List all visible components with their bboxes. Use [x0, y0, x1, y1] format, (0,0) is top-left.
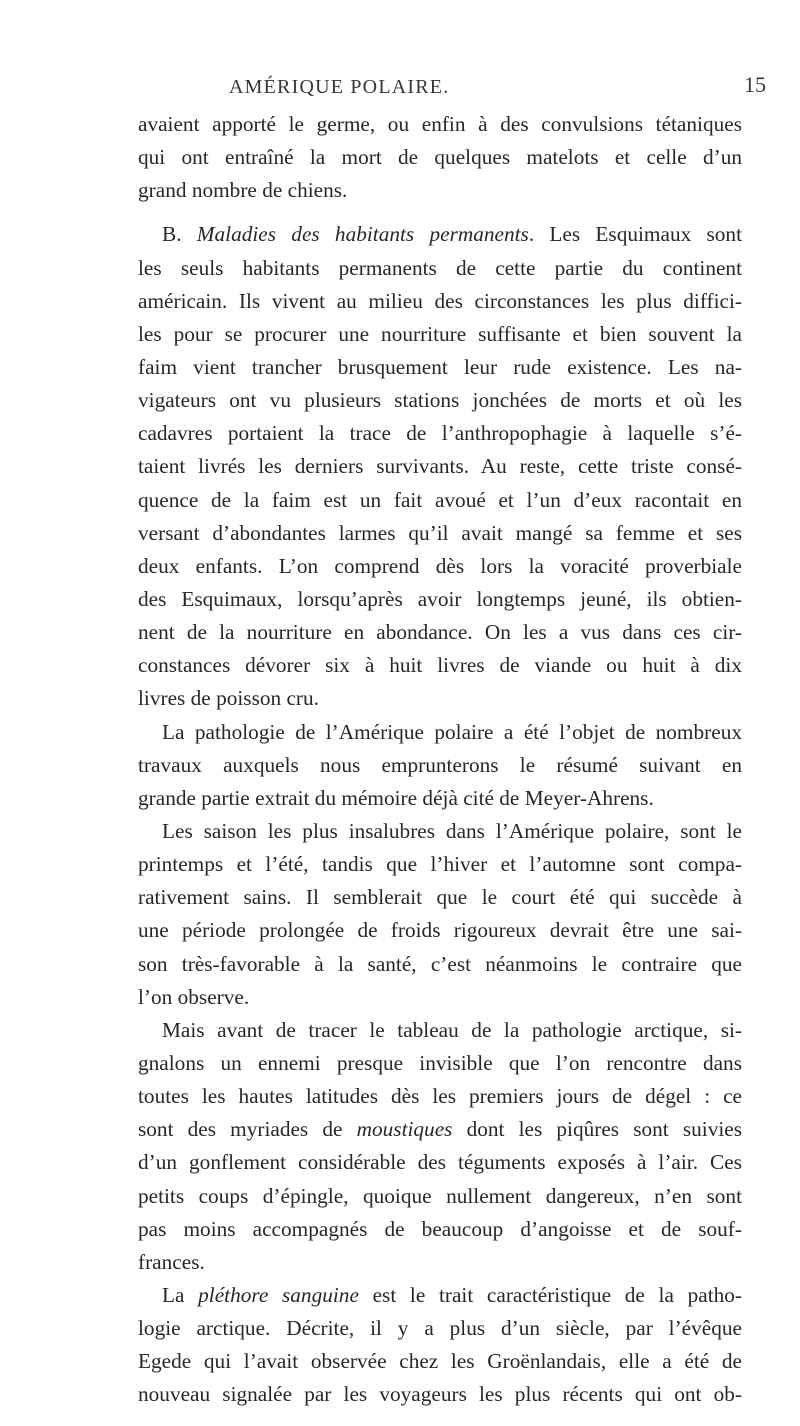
text-line: vigateurs ont vu plusieurs stations jonchées de morts et où les [138, 388, 742, 413]
text-line: avaient apporté le germe, ou enfin à des convulsions tétaniques [138, 112, 742, 136]
section-title: Maladies des habitants permanents [196, 222, 529, 247]
text-line: toutes les hautes latitudes dès les premiers jours de dégel : ce [138, 1084, 742, 1109]
text-line-with-italic [138, 1279, 742, 1312]
text-line: quence de la faim est un fait avoué et l’un d’eux racontait en [138, 487, 742, 512]
text-line: rativement sains. Il semblerait que le court été qui succède à [138, 885, 742, 910]
text-run: est le trait caractéristique de la patho- [358, 1282, 742, 1307]
text-run: La [162, 1282, 199, 1307]
text-line: nouveau signalée par les voyageurs les plus récents qui ont ob- [138, 1382, 742, 1407]
text-line: petits coups d’épingle, quoique nullement dangereux, n’en sont [138, 1183, 742, 1208]
text-line: taient livrés les derniers survivants. Au reste, cette triste consé- [138, 454, 742, 479]
text-line: logie arctique. Décrite, il y a plus d’un siècle, par l’évêque [138, 1316, 742, 1341]
text-line: pas moins accompagnés de beaucoup d’angoisse et de souf- [138, 1216, 742, 1241]
italic-term: moustiques [356, 1117, 453, 1142]
text-line: les seuls habitants permanents de cette partie du continent [138, 255, 742, 280]
running-head: AMÉRIQUE POLAIRE. [229, 76, 450, 98]
text-line: l’on observe. [138, 984, 250, 1009]
text-line: qui ont entraîné la mort de quelques matelots et celle d’un [138, 145, 742, 170]
page-number: 15 [744, 72, 766, 97]
text-line: Egede qui l’avait observée chez les Groënlandais, elle a été de [138, 1349, 742, 1374]
text-line-with-italic [138, 1113, 742, 1146]
text-line: Les saison les plus insalubres dans l’Amérique polaire, sont le [162, 818, 742, 843]
page-body [138, 108, 742, 1411]
text-line: versant d’abondantes larmes qu’il avait mangé sa femme et ses [138, 520, 742, 545]
text-line: Mais avant de tracer le tableau de la pathologie arctique, si- [162, 1017, 742, 1042]
text-line: d’un gonflement considérable des téguments exposés à l’air. Ces [138, 1150, 742, 1175]
text-line: travaux auxquels nous emprunterons le résumé suivant en [138, 752, 742, 777]
section-heading-line [138, 218, 742, 251]
text-line: cadavres portaient la trace de l’anthropophagie à laquelle s’é- [138, 421, 742, 446]
text-run: dont les piqûres sont suivies [452, 1117, 742, 1142]
section-letter: B. [162, 222, 197, 247]
text-run: sont des myriades de [138, 1117, 357, 1142]
text-run: . Les Esquimaux sont [528, 222, 742, 247]
text-line: printemps et l’été, tandis que l’hiver et l’automne sont compa- [138, 852, 742, 877]
text-line: frances. [138, 1249, 205, 1274]
text-line: son très-favorable à la santé, c’est néanmoins le contraire que [138, 951, 742, 976]
text-line: deux enfants. L’on comprend dès lors la voracité proverbiale [138, 553, 742, 578]
text-line: une période prolongée de froids rigoureux devrait être une sai- [138, 918, 742, 943]
text-line: nent de la nourriture en abondance. On les a vus dans ces cir- [138, 620, 742, 645]
text-line: faim vient trancher brusquement leur rude existence. Les na- [138, 354, 742, 379]
text-line: américain. Ils vivent au milieu des circonstances les plus diffici- [138, 288, 742, 313]
text-line: livres de poisson cru. [138, 686, 319, 711]
text-line: grande partie extrait du mémoire déjà cité de Meyer-Ahrens. [138, 785, 654, 810]
text-line: grand nombre de chiens. [138, 178, 348, 203]
text-line: La pathologie de l’Amérique polaire a été l’objet de nombreux [162, 719, 742, 744]
text-line: les pour se procurer une nourriture suffisante et bien souvent la [138, 321, 742, 346]
text-line: des Esquimaux, lorsqu’après avoir longtemps jeuné, ils obtien- [138, 586, 742, 611]
text-line: gnalons un ennemi presque invisible que l’on rencontre dans [138, 1050, 742, 1075]
text-line: constances dévorer six à huit livres de viande ou huit à dix [138, 653, 742, 678]
italic-term: pléthore sanguine [198, 1282, 359, 1307]
